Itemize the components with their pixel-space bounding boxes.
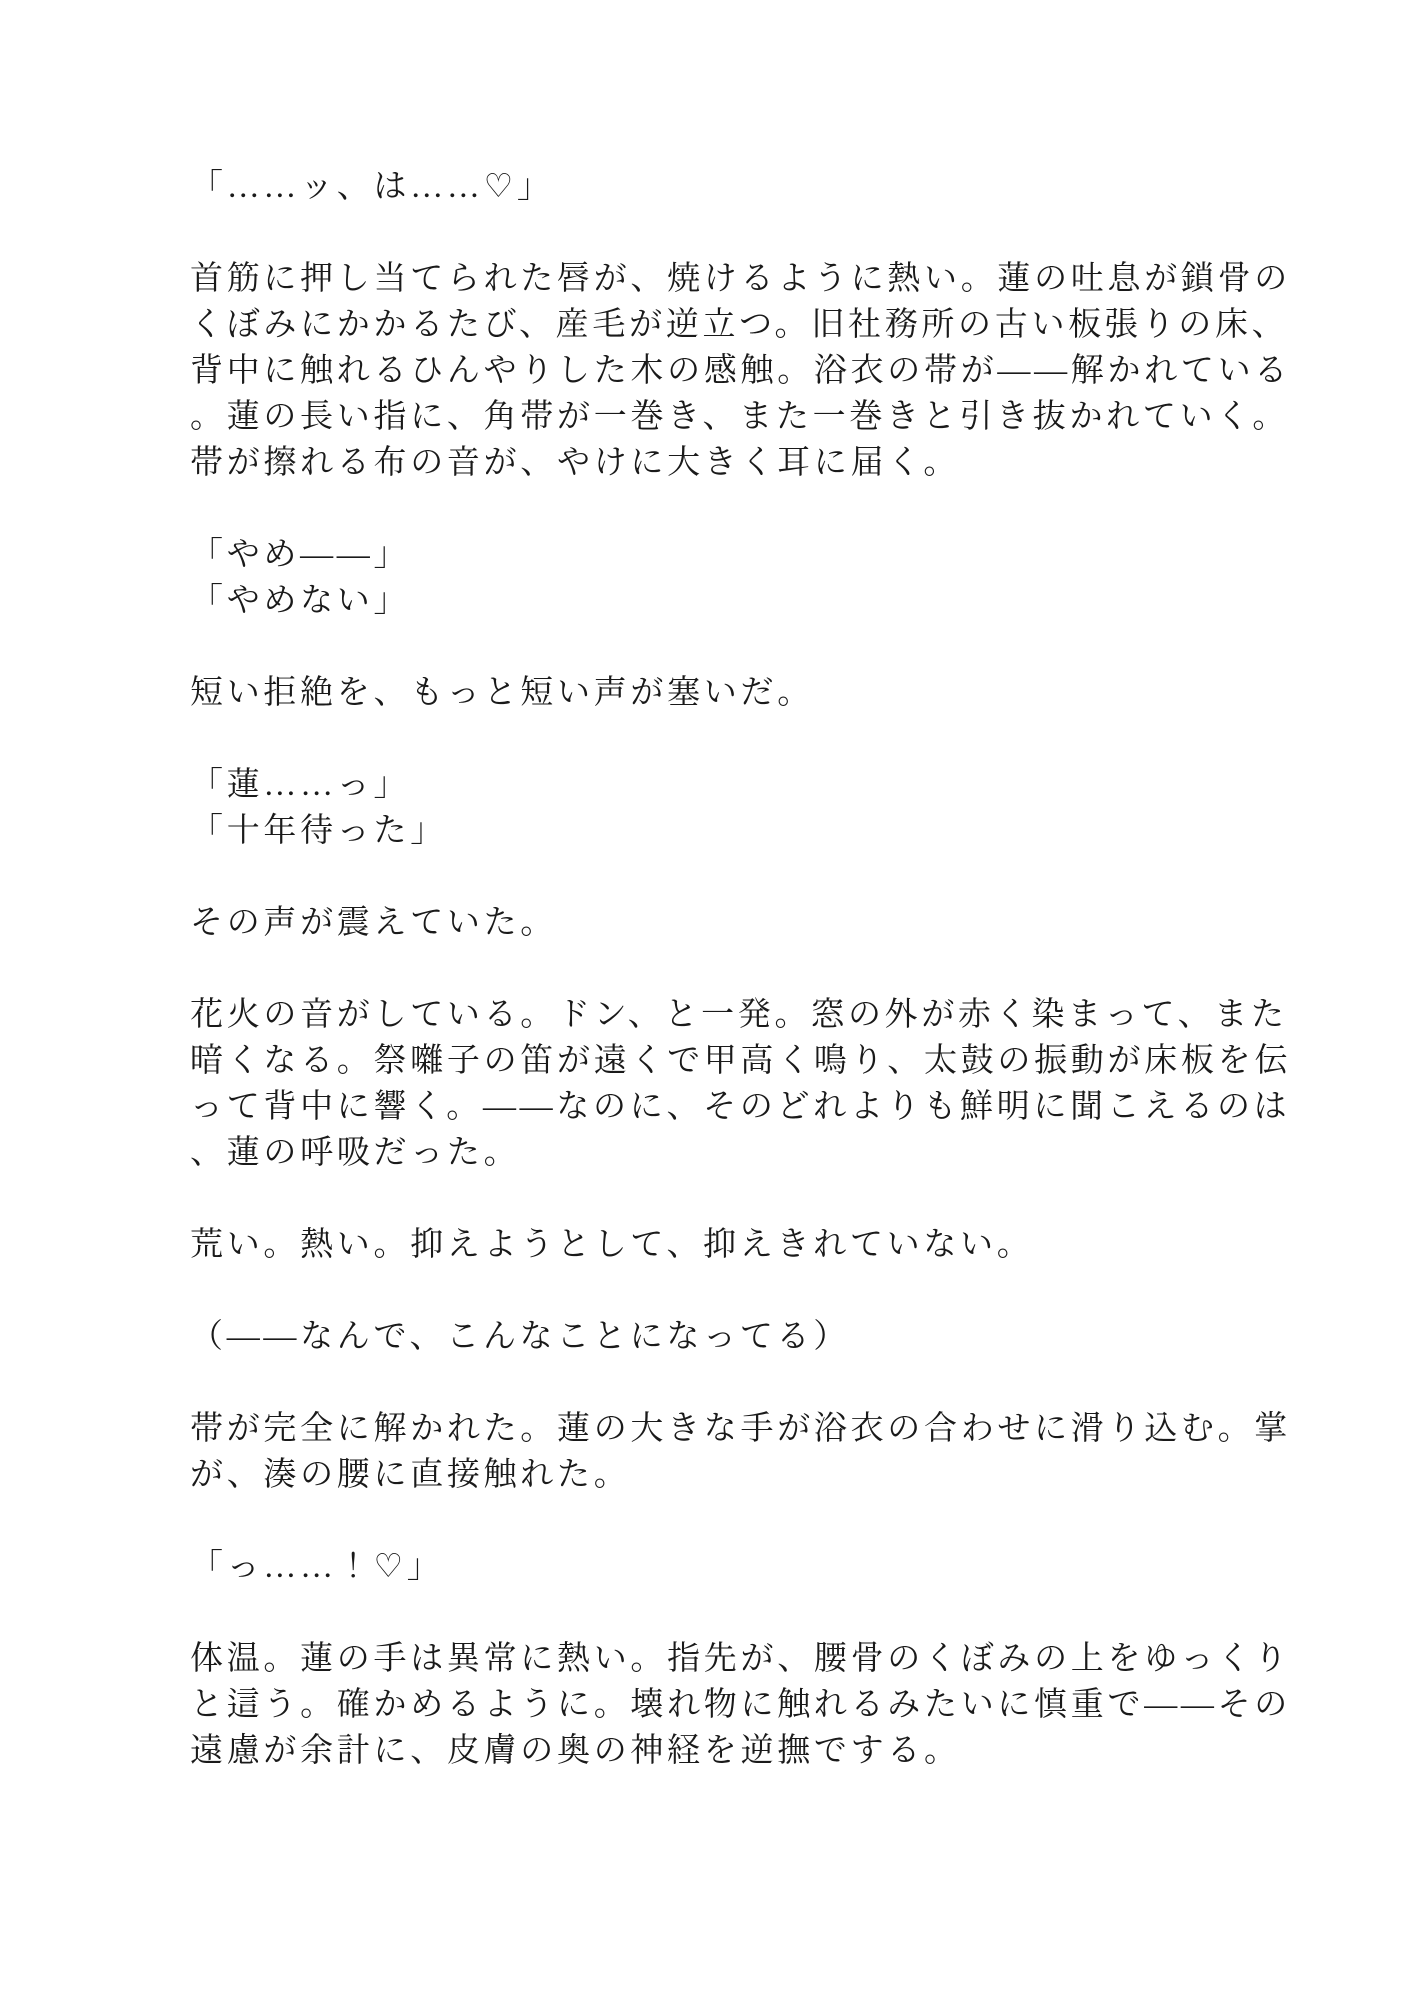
text-line: 暗くなる。祭囃子の笛が遠くで甲高く鳴り、太鼓の振動が床板を伝 — [190, 1043, 1291, 1079]
text-line: が、湊の腰に直接触れた。 — [190, 1457, 631, 1493]
text-line: くぼみにかかるたび、産毛が逆立つ。旧社務所の古い板張りの床、 — [190, 307, 1289, 343]
text-line: （――なんで、こんなことになってる） — [190, 1319, 850, 1355]
text-line: 花火の音がしている。ドン、と一発。窓の外が赤く染まって、また — [190, 997, 1288, 1033]
paragraph-narration — [190, 1222, 1350, 1268]
text-line: 背中に触れるひんやりした木の感触。浴衣の帯が――解かれている — [190, 353, 1291, 389]
paragraph-narration — [190, 670, 1350, 716]
text-line: 帯が完全に解かれた。蓮の大きな手が浴衣の合わせに滑り込む。掌 — [190, 1411, 1291, 1447]
text-line: 、蓮の呼吸だった。 — [190, 1135, 521, 1171]
paragraph-dialogue — [190, 1544, 1350, 1590]
text-line: その声が震えていた。 — [190, 905, 557, 941]
novel-text — [190, 164, 1350, 1774]
paragraph-narration — [190, 1406, 1350, 1498]
paragraph-dialogue — [190, 532, 1350, 624]
text-line: って背中に響く。――なのに、そのどれよりも鮮明に聞こえるのは — [190, 1089, 1291, 1125]
paragraph-narration — [190, 1636, 1350, 1774]
text-line: 荒い。熱い。抑えようとして、抑えきれていない。 — [190, 1227, 1034, 1263]
text-line: 遠慮が余計に、皮膚の奥の神経を逆撫でする。 — [190, 1733, 961, 1769]
text-line: 「やめない」 — [190, 583, 411, 619]
text-line: 首筋に押し当てられた唇が、焼けるように熱い。蓮の吐息が鎖骨の — [190, 261, 1291, 297]
text-line: 帯が擦れる布の音が、やけに大きく耳に届く。 — [190, 445, 961, 481]
paragraph-dialogue — [190, 164, 1350, 210]
text-line: 「蓮……っ」 — [190, 767, 411, 803]
paragraph-narration — [190, 900, 1350, 946]
paragraph-narration — [190, 992, 1350, 1176]
paragraph-dialogue — [190, 762, 1350, 854]
text-line: 短い拒絶を、もっと短い声が塞いだ。 — [190, 675, 814, 711]
text-line: 「……ッ、は……♡」 — [190, 169, 554, 205]
text-line: 「っ……！♡」 — [190, 1549, 444, 1585]
text-line: 「やめ――」 — [190, 537, 411, 573]
text-line: 体温。蓮の手は異常に熱い。指先が、腰骨のくぼみの上をゆっくり — [190, 1641, 1291, 1677]
text-line: 。蓮の長い指に、角帯が一巻き、また一巻きと引き抜かれていく。 — [190, 399, 1290, 435]
text-line: と這う。確かめるように。壊れ物に触れるみたいに慎重で――その — [190, 1687, 1291, 1723]
text-line: 「十年待った」 — [190, 813, 447, 849]
paragraph-thought — [190, 1314, 1350, 1360]
paragraph-narration — [190, 256, 1350, 486]
